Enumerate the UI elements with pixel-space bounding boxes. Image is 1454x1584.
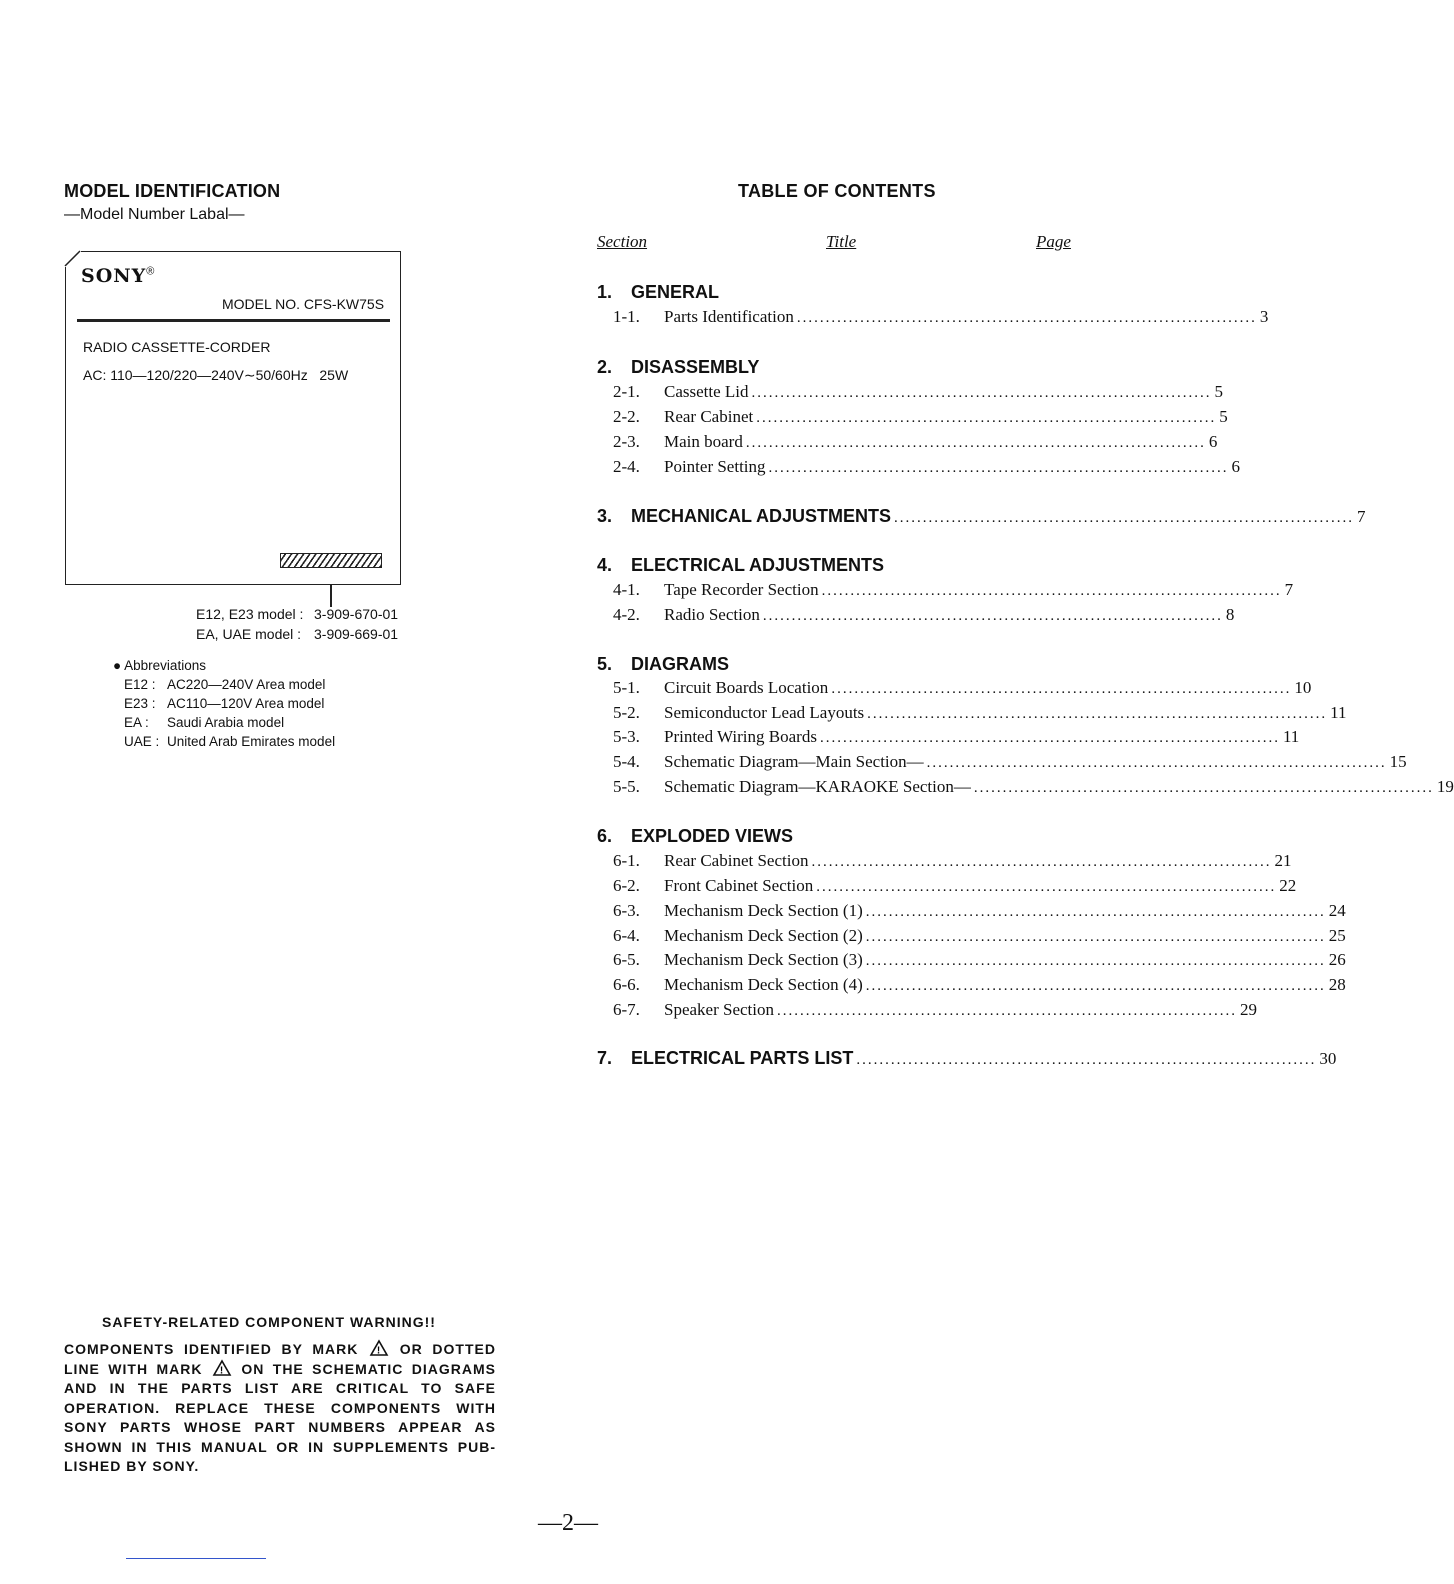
safety-warning-title: SAFETY-RELATED COMPONENT WARNING!! [102,1314,436,1330]
safety-warning-text: COMPONENTS IDENTIFIED BY MARK ! OR DOTTED LINE WITH MARK ! ON THE SCHEMATIC DIAGRAMS AND IN THE PARTS LIST ARE CRITICAL TO SAFE OPERATION. REPLACE THESE COMPONENTS WITH SONY PARTS WHOSE PART NUMBERS APPEAR AS SHOWN IN THIS MANUAL OR IN SUPPLEMENTS PUB-LISHED BY SONY. [64,1341,497,1474]
toc-entry: 2-4. Pointer Setting ................................................................................ 6 [613,457,1241,476]
toc-section-heading: 7. ELECTRICAL PARTS LIST ................................................................................ 30 [597,1048,1337,1068]
abbreviation-row: UAE : United Arab Emirates model [124,734,336,749]
toc-entry: 5-2. Semiconductor Lead Layouts ................................................................................ 11 [613,703,1347,722]
label-pointer-line [330,585,332,607]
label-product: RADIO CASSETTE-CORDER [83,339,271,355]
abbreviation-row: EA : Saudi Arabia model [124,715,285,730]
toc-entry: 6-4. Mechanism Deck Section (2) ................................................................................ 25 [613,926,1346,945]
page-number: —2— [538,1510,598,1536]
abbreviations-title: ● Abbreviations [113,658,206,673]
toc-section-heading: 1. GENERAL [597,282,720,302]
toc-section-heading: 2. DISASSEMBLY [597,357,760,377]
toc-header-title: Title [826,232,857,251]
toc-entry: 4-2. Radio Section ................................................................................ 8 [613,605,1235,624]
toc-header-page: Page [1036,232,1071,251]
model-identification-title: MODEL IDENTIFICATION [64,181,281,201]
toc-section-heading: 6. EXPLODED VIEWS [597,826,794,846]
abbreviation-row: E12 : AC220—240V Area model [124,677,326,692]
toc-entry: 5-5. Schematic Diagram—KARAOKE Section— ................................................................................ 19 [613,777,1454,796]
toc-section-heading: 4. ELECTRICAL ADJUSTMENTS [597,555,885,575]
svg-text:!: ! [219,1365,225,1376]
toc-entry: 6-7. Speaker Section ................................................................................ 29 [613,1000,1257,1019]
toc-entry: 6-5. Mechanism Deck Section (3) ................................................................................ 26 [613,950,1346,969]
toc-entry: 5-3. Printed Wiring Boards ................................................................................ 11 [613,727,1300,746]
warning-triangle-icon [370,1340,388,1356]
toc-entry: 5-4. Schematic Diagram—Main Section— ................................................................................ 15 [613,752,1407,771]
toc-section-heading: 3. MECHANICAL ADJUSTMENTS ................................................................................ 7 [597,506,1366,526]
toc-entry: 4-1. Tape Recorder Section ................................................................................ 7 [613,580,1294,599]
label-power-rating: AC: 110—120/220—240V∼50/60Hz 25W [83,367,349,383]
toc-section-heading: 5. DIAGRAMS [597,654,729,674]
toc-header-section: Section [597,232,648,251]
toc-entry: 6-1. Rear Cabinet Section ................................................................................ 21 [613,851,1292,870]
abbreviation-row: E23 : AC110—120V Area model [124,696,325,711]
toc-entry: 6-2. Front Cabinet Section ................................................................................ 22 [613,876,1297,895]
toc-entry: 5-1. Circuit Boards Location ................................................................................ 10 [613,678,1312,697]
part-number-row: EA, UAE model : 3-909-669-01 [196,626,399,642]
toc-entry: 2-3. Main board ................................................................................ 6 [613,432,1218,451]
toc-title: TABLE OF CONTENTS [738,181,936,201]
toc-entry: 2-2. Rear Cabinet ................................................................................ 5 [613,407,1228,426]
svg-text:!: ! [376,1345,382,1357]
toc-entry: 2-1. Cassette Lid ................................................................................ 5 [613,382,1224,401]
label-corner-fold [63,249,81,267]
label-divider [77,319,390,322]
sony-logo: SONY® [81,265,156,287]
part-number-row: E12, E23 model : 3-909-670-01 [196,606,399,622]
footer-rule [126,1558,266,1559]
toc-entry: 6-6. Mechanism Deck Section (4) ................................................................................ 28 [613,975,1346,994]
toc-entry: 1-1. Parts Identification ................................................................................ 3 [613,307,1269,326]
part-number-hatch [280,553,382,568]
toc-entry: 6-3. Mechanism Deck Section (1) ................................................................................ 24 [613,901,1346,920]
warning-triangle-icon [213,1360,231,1376]
label-model-no: MODEL NO. CFS-KW75S [222,296,385,312]
model-identification-subtitle: —Model Number Labal— [64,206,245,223]
